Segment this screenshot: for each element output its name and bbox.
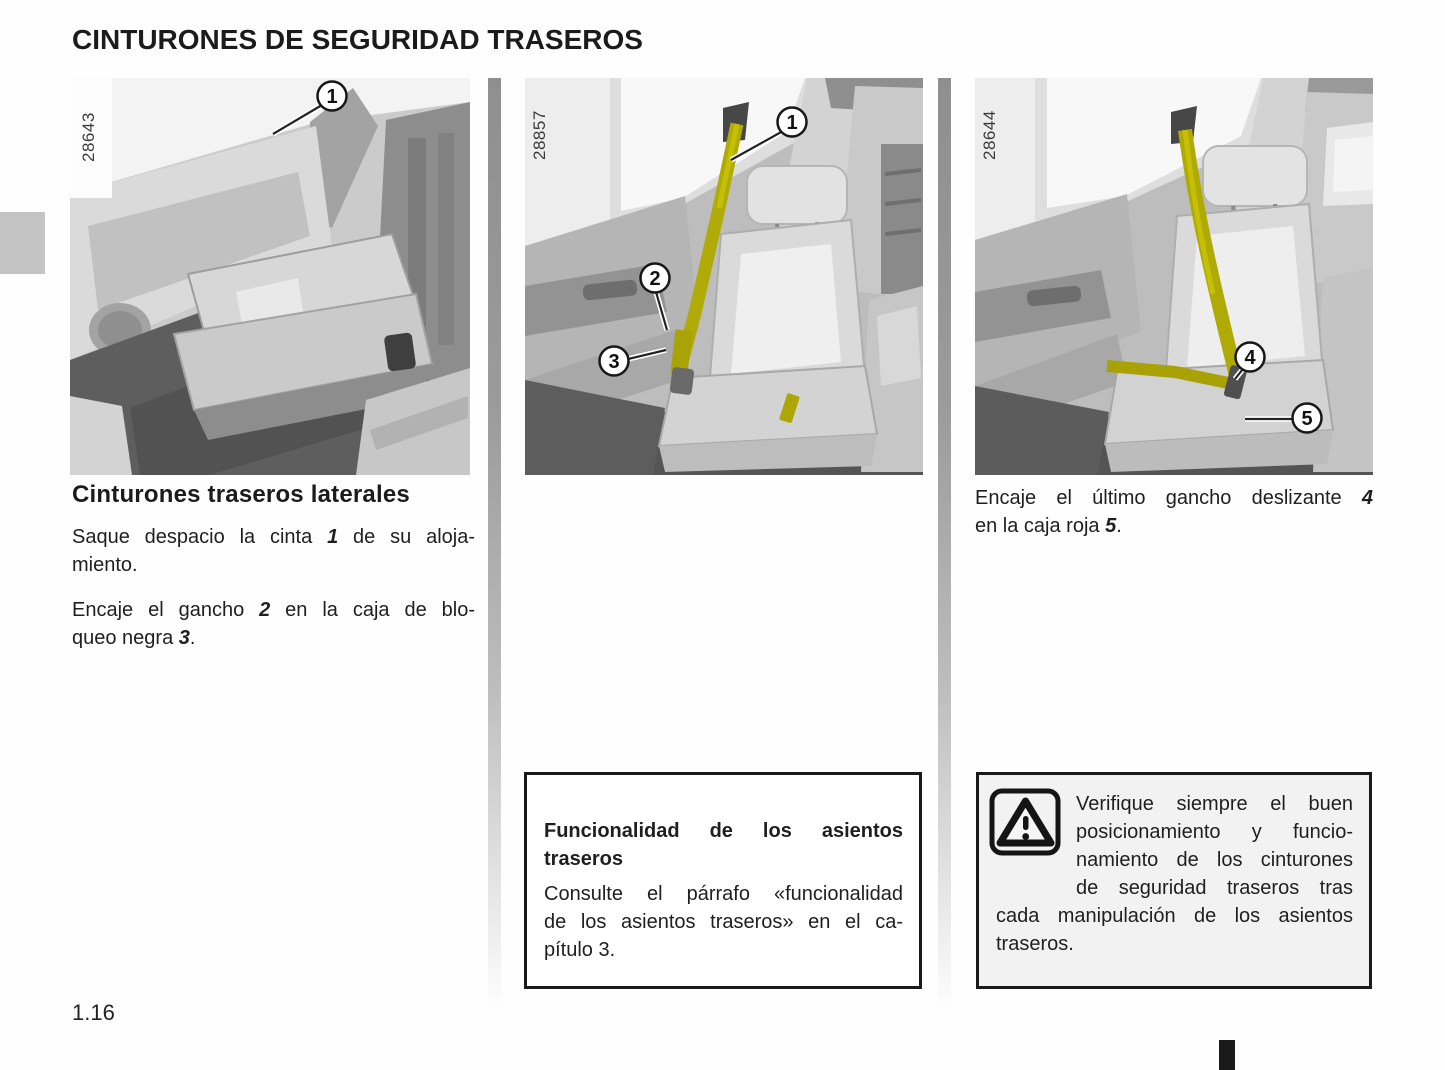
- left-text-column: [72, 481, 475, 669]
- svg-text:4: 4: [1244, 347, 1256, 369]
- callout-marker-2: [641, 264, 670, 293]
- chapter-corner-marker: [1219, 1040, 1235, 1070]
- column-separator: [488, 78, 501, 1016]
- callout-marker-3: [600, 347, 629, 376]
- warning-box-text: Verifique siempre el buen posicionamiento y funcio- namiento de los cinturones de seguridad traseros tras cada manipulación de los asientos traseros.: [996, 793, 1353, 955]
- figure-belt-unfastened: [525, 78, 923, 475]
- warning-icon: [996, 790, 1076, 902]
- section-heading: Cinturones traseros laterales: [72, 481, 410, 508]
- warning-box: [976, 772, 1372, 989]
- figure-ref-number: 28644: [980, 110, 999, 160]
- paragraph: Saque despacio la cinta 1 de su aloja- miento.: [72, 526, 475, 576]
- paragraph: Encaje el último gancho deslizante 4 en la caja roja 5.: [975, 487, 1373, 537]
- belt-fastened-illustration: [975, 78, 1373, 475]
- callout-marker-1: [778, 108, 807, 137]
- figure-belt-fastened: [975, 78, 1373, 475]
- column-separator: [938, 78, 951, 1016]
- info-box: [524, 772, 922, 989]
- figure-rear-seat-folded: [70, 78, 470, 475]
- figure-ref-number: 28857: [530, 110, 549, 160]
- right-text-column: [975, 484, 1373, 557]
- figure-ref-number: 28643: [79, 112, 98, 162]
- info-box-body: Consulte el párrafo «funcionalidad de los asientos traseros» en el ca- pítulo 3.: [544, 883, 903, 961]
- info-box-heading: Funcionalidad de los asientos traseros: [544, 820, 903, 870]
- callout-marker-1: [318, 82, 347, 111]
- chapter-edge-tab: [0, 212, 45, 274]
- rear-seat-folded-illustration: [70, 78, 470, 475]
- svg-text:1: 1: [326, 86, 338, 108]
- belt-unfastened-illustration: [525, 78, 923, 475]
- svg-text:5: 5: [1301, 408, 1313, 430]
- paragraph: Encaje el gancho 2 en la caja de blo- queo negra 3.: [72, 599, 475, 649]
- callout-marker-4: [1236, 343, 1265, 372]
- svg-text:1: 1: [786, 112, 798, 134]
- page-title: CINTURONES DE SEGURIDAD TRASEROS: [72, 24, 643, 55]
- svg-text:3: 3: [608, 351, 620, 373]
- svg-text:2: 2: [649, 268, 661, 290]
- callout-marker-5: [1293, 404, 1322, 433]
- page-number: 1.16: [72, 1000, 115, 1025]
